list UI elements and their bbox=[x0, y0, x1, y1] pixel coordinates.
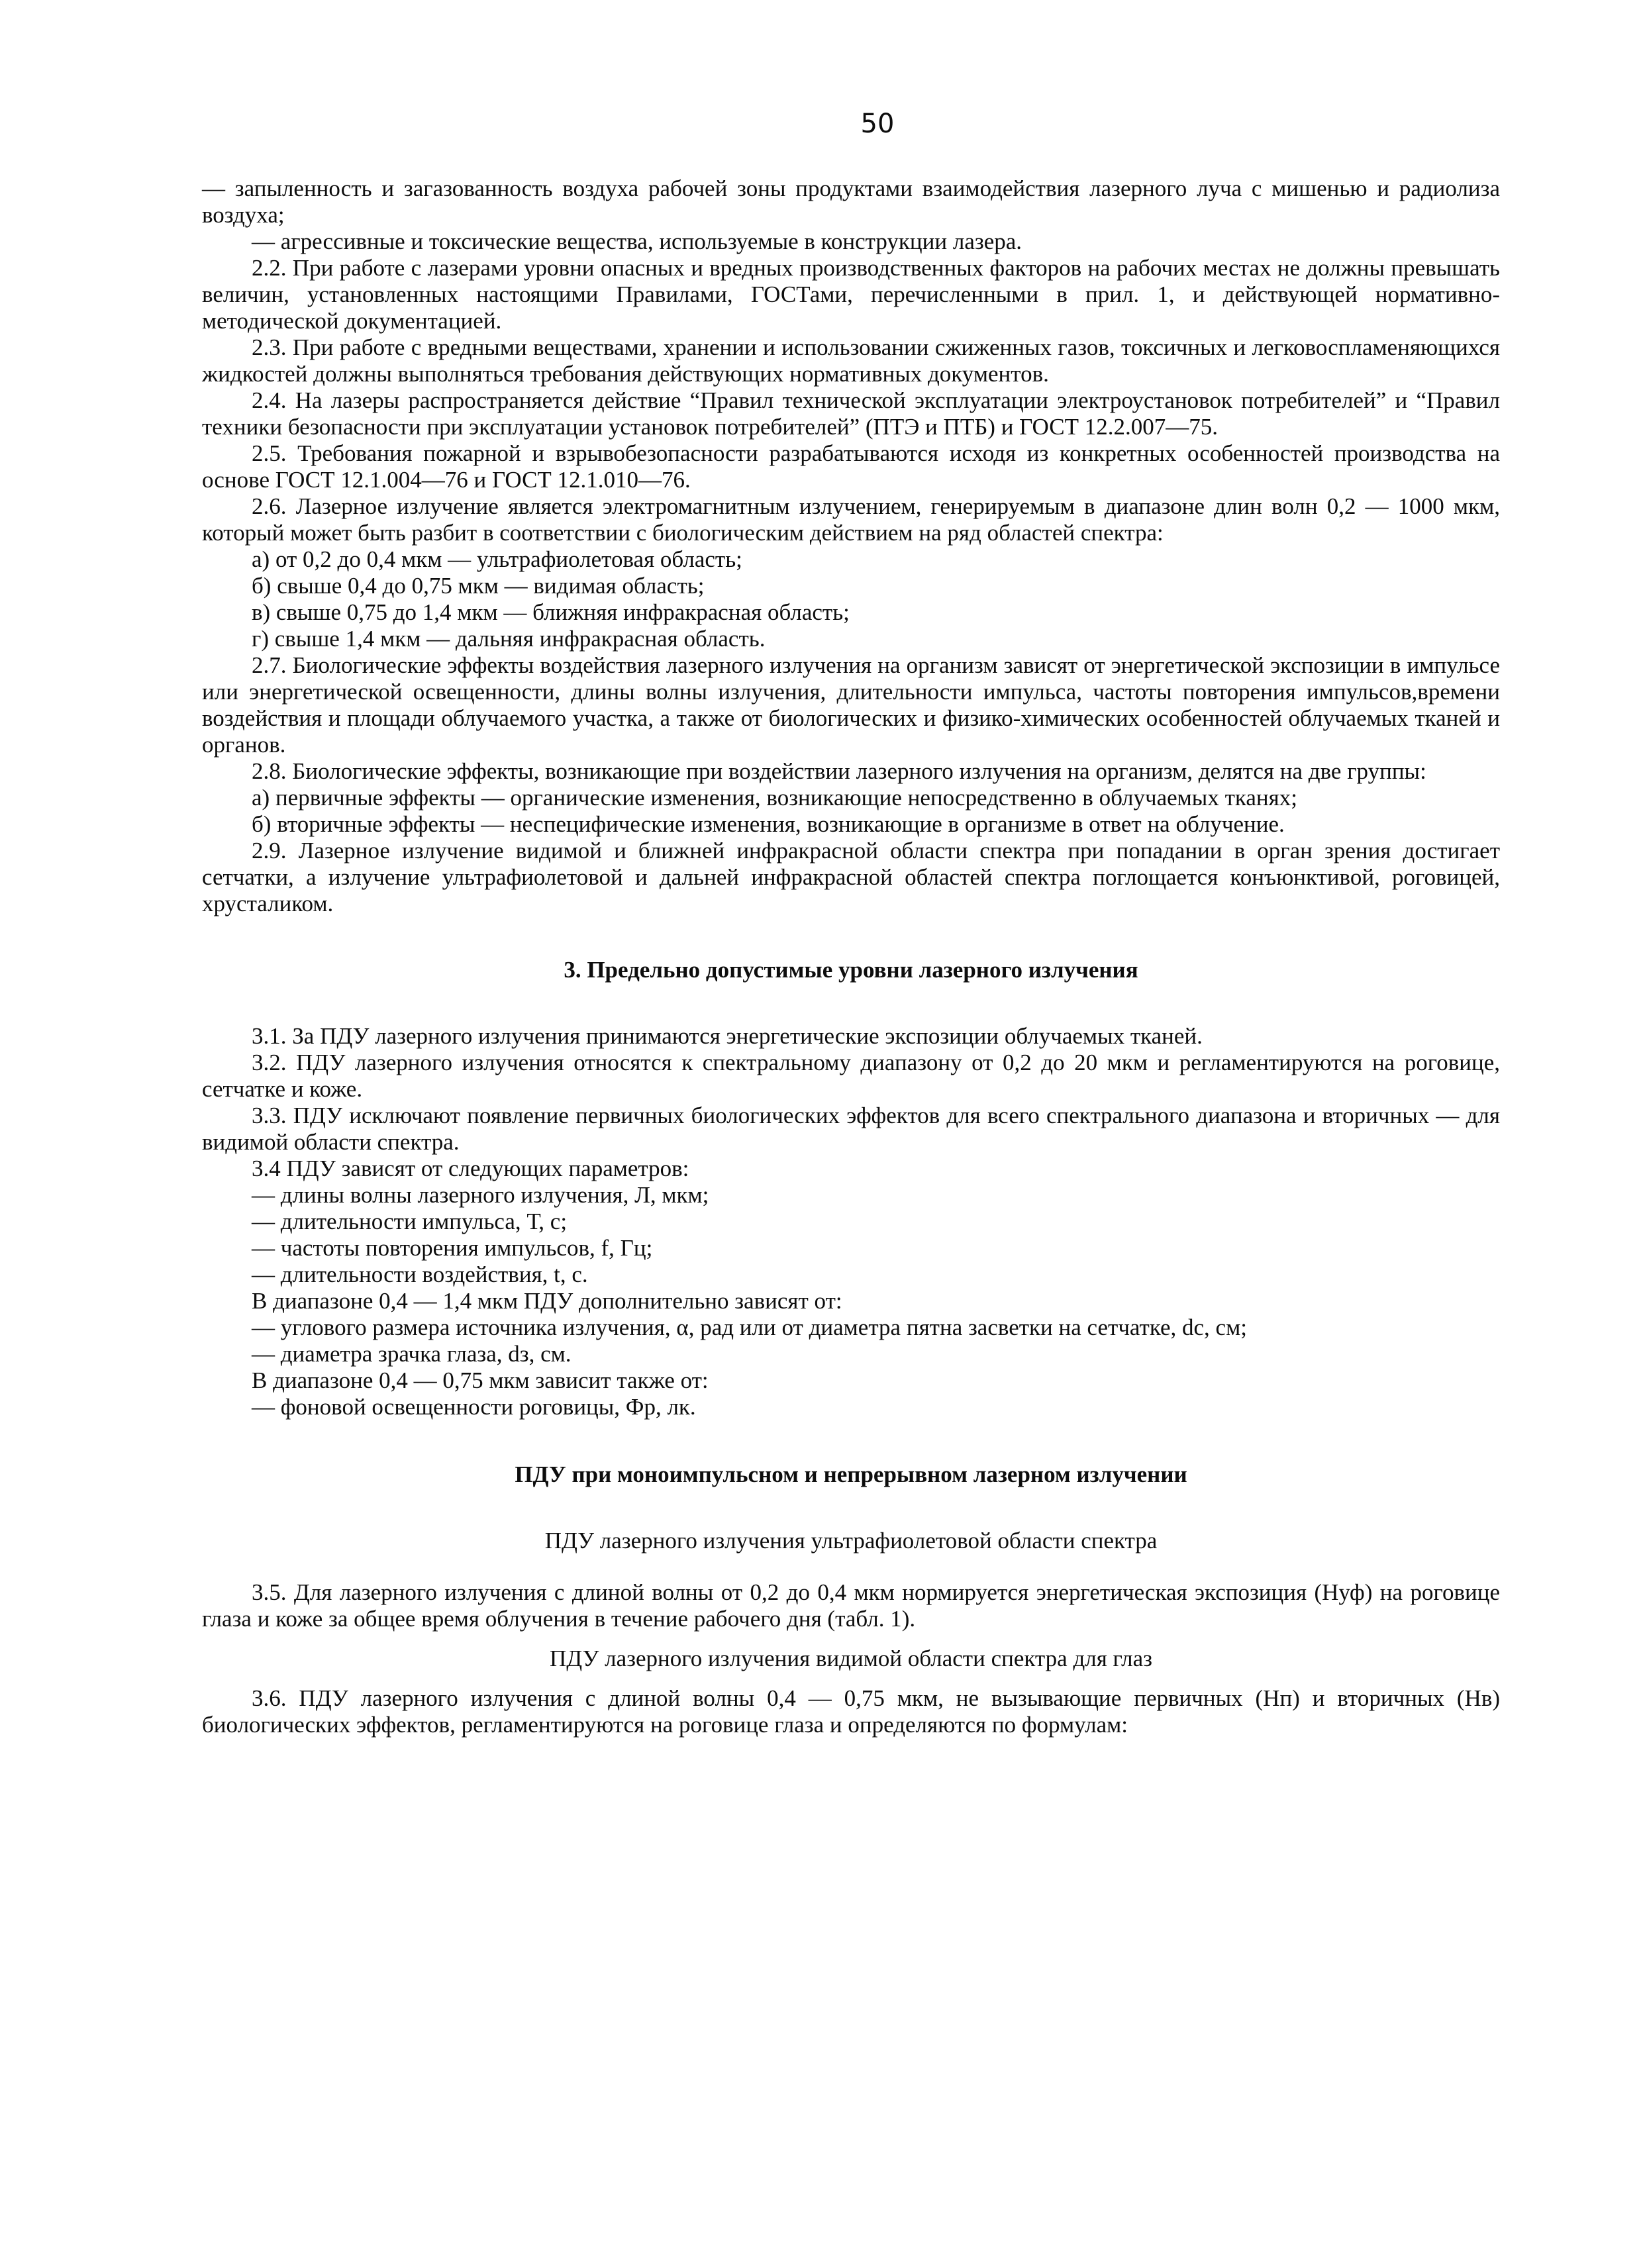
paragraph: — углового размера источника излучения, α, рад или от диаметра пятна засветки на сетчатке, dс, см; bbox=[252, 1314, 1247, 1340]
paragraph: 2.4. На лазеры распространяется действие “Правил технической эксплуатации электроустановок потребителей” и “Правил техники безопасности при эксплуатации установок потребителей” (ПТЭ и ПТБ) и ГОСТ 12.2.007—75. bbox=[202, 387, 1500, 440]
paragraph: 3.6. ПДУ лазерного излучения с длиной волны 0,4 — 0,75 мкм, не вызывающие первичных (Нп) и вторичных (Нв) биологических эффектов, регламентируются на роговице глаза и определяются по формулам: bbox=[202, 1685, 1500, 1738]
paragraph: — длительности воздействия, t, с. bbox=[252, 1261, 588, 1287]
paragraph: — агрессивные и токсические вещества, используемые в конструкции лазера. bbox=[252, 228, 1022, 254]
paragraph: 2.8. Биологические эффекты, возникающие при воздействии лазерного излучения на организм, делятся на две группы: bbox=[252, 758, 1426, 784]
paragraph: б) вторичные эффекты — неспецифические изменения, возникающие в организме в ответ на облучение. bbox=[252, 811, 1285, 837]
paragraph: г) свыше 1,4 мкм — дальняя инфракрасная область. bbox=[252, 626, 766, 652]
paragraph: — длительности импульса, Т, с; bbox=[252, 1208, 568, 1234]
section-heading: 3. Предельно допустимые уровни лазерного излучения bbox=[564, 957, 1138, 983]
paragraph: — запыленность и загазованность воздуха рабочей зоны продуктами взаимодействия лазерного луча с мишенью и радиолиза воздуха; bbox=[202, 175, 1500, 228]
subsection-heading: ПДУ при моноимпульсном и непрерывном лазерном излучении bbox=[515, 1461, 1187, 1487]
paragraph: 2.5. Требования пожарной и взрывобезопасности разрабатываются исходя из конкретных особенностей производства на основе ГОСТ 12.1.004—76 и ГОСТ 12.1.010—76. bbox=[202, 440, 1500, 493]
paragraph: 2.3. При работе с вредными веществами, хранении и использовании сжиженных газов, токсичных и легковоспламеняющихся жидкостей должны выполняться требования действующих нормативных документов. bbox=[202, 334, 1500, 387]
paragraph: 3.5. Для лазерного излучения с длиной волны от 0,2 до 0,4 мкм нормируется энергетическая экспозиция (Нуф) на роговице глаза и коже за общее время облучения в течение рабочего дня (табл. 1). bbox=[202, 1579, 1500, 1632]
paragraph: 2.7. Биологические эффекты воздействия лазерного излучения на организм зависят от энергетической экспозиции в импульсе или энергетической освещенности, длины волны излучения, длительности импульса, частоты повторения импульсов,времени воздействия и площади облучаемого участка, а также от биологических и физико-химических особенностей облучаемых тканей и органов. bbox=[202, 652, 1500, 758]
paragraph: а) от 0,2 до 0,4 мкм — ультрафиолетовая область; bbox=[252, 546, 742, 572]
paragraph: 2.6. Лазерное излучение является электромагнитным излучением, генерируемым в диапазоне длин волн 0,2 — 1000 мкм, который может быть разбит в соответствии с биологическим действием на ряд областей спектра: bbox=[202, 493, 1500, 546]
paragraph: 3.4 ПДУ зависят от следующих параметров: bbox=[252, 1156, 689, 1181]
document-page bbox=[202, 109, 1500, 1738]
document-body bbox=[202, 175, 1500, 1738]
paragraph: — фоновой освещенности роговицы, Фр, лк. bbox=[252, 1394, 696, 1420]
paragraph: В диапазоне 0,4 — 0,75 мкм зависит также от: bbox=[252, 1367, 709, 1393]
paragraph: — диаметра зрачка глаза, dз, см. bbox=[252, 1341, 572, 1367]
paragraph: 2.9. Лазерное излучение видимой и ближней инфракрасной области спектра при попадании в орган зрения достигает сетчатки, а излучение ультрафиолетовой и дальней инфракрасной областей спектра поглощается конъюнктивой, роговицей, хрусталиком. bbox=[202, 838, 1500, 916]
page-number: 50 bbox=[860, 109, 895, 139]
subsection-title: ПДУ лазерного излучения ультрафиолетовой области спектра bbox=[544, 1528, 1158, 1553]
paragraph: 2.2. При работе с лазерами уровни опасных и вредных производственных факторов на рабочих местах не должны превышать величин, установленных настоящими Правилами, ГОСТами, перечисленными в прил. 1, и действующей нормативно-методической документацией. bbox=[202, 255, 1500, 334]
paragraph: 3.2. ПДУ лазерного излучения относятся к спектральному диапазону от 0,2 до 20 мкм и регламентируются на роговице, сетчатке и коже. bbox=[202, 1050, 1500, 1102]
paragraph: — частоты повторения импульсов, f, Гц; bbox=[252, 1235, 653, 1261]
paragraph: а) первичные эффекты — органические изменения, возникающие непосредственно в облучаемых тканях; bbox=[252, 785, 1297, 811]
paragraph: 3.3. ПДУ исключают появление первичных биологических эффектов для всего спектрального диапазона и вторичных — для видимой области спектра. bbox=[202, 1103, 1500, 1155]
subsection-title: ПДУ лазерного излучения видимой области спектра для глаз bbox=[550, 1646, 1152, 1671]
paragraph: б) свыше 0,4 до 0,75 мкм — видимая область; bbox=[252, 573, 705, 599]
paragraph: в) свыше 0,75 до 1,4 мкм — ближняя инфракрасная область; bbox=[252, 599, 850, 625]
paragraph: В диапазоне 0,4 — 1,4 мкм ПДУ дополнительно зависят от: bbox=[252, 1288, 842, 1314]
paragraph: 3.1. За ПДУ лазерного излучения принимаются энергетические экспозиции облучаемых тканей. bbox=[252, 1023, 1203, 1049]
paragraph: — длины волны лазерного излучения, Л, мкм; bbox=[252, 1182, 709, 1208]
